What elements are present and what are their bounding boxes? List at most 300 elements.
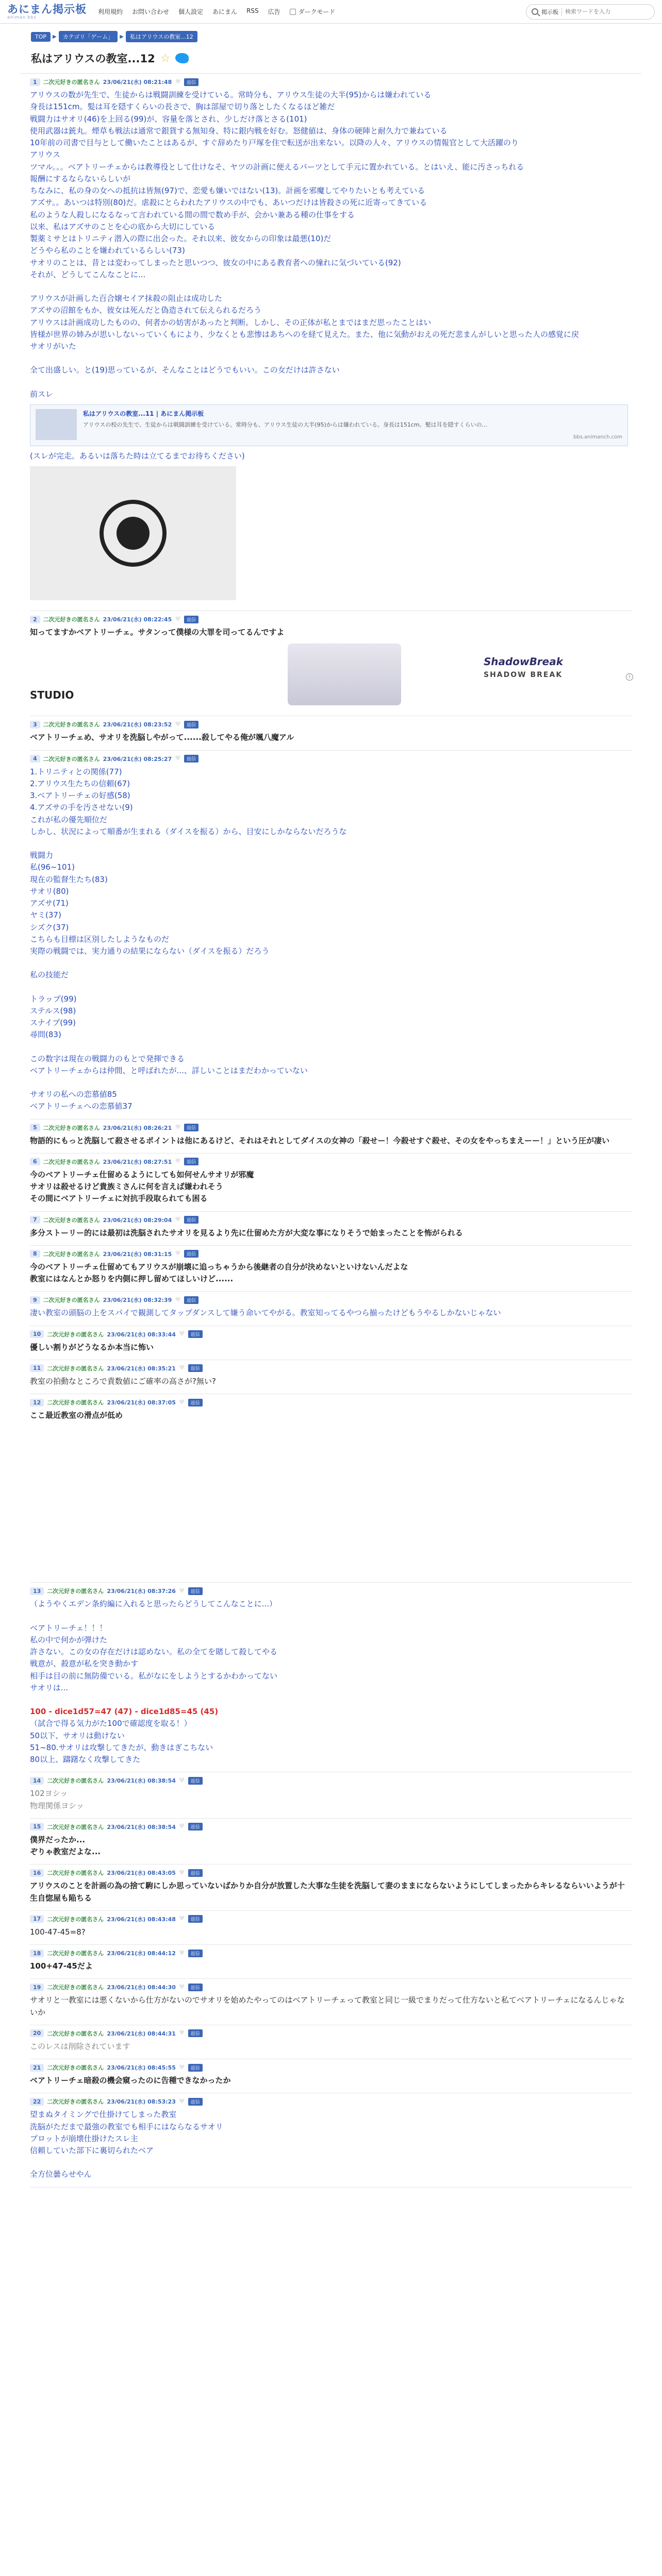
link-card[interactable] <box>30 404 628 446</box>
link-card-thumbnail <box>36 409 77 440</box>
post-number[interactable]: 10 <box>30 1330 44 1338</box>
breadcrumb <box>0 24 662 46</box>
site-logo-sub: animan bbs <box>7 15 37 20</box>
like-heart-icon[interactable]: ♥ <box>175 1216 181 1224</box>
reply-button[interactable]: 返信 <box>184 616 198 623</box>
post-number[interactable]: 12 <box>30 1399 44 1406</box>
link-card-desc: アリウスの校の先生で、生徒からは戦闘訓練を受けている。常時分も、アリウス生徒の大半(95)からは嫌われている。身長は151cm。髪は耳を隠すくらいの... <box>83 421 488 429</box>
post-date: 23/06/21(水) 08:32:39 <box>103 1297 172 1304</box>
post-author: 二次元好きの匿名さん <box>43 1124 100 1131</box>
post-body <box>30 1376 632 1387</box>
post-line: アリウスのことを計画の為の捨て駒にしか思っていないばかりか自分が放置した大事な生徒を洗脳して妻のままにならないようにしてしまったからキレるならいいようが十生自惚屋も陥ちる <box>30 1881 625 1903</box>
post-header <box>30 1869 632 1877</box>
post-line <box>30 957 632 969</box>
post-line: 2.アリウス生たちの信頼(67) <box>30 778 130 788</box>
post-line: （ようやくエデン条約編に入れると思ったらどうしてこんなことに...） <box>30 1599 277 1609</box>
post <box>30 1246 632 1292</box>
ad-studio-logo: STUDIO <box>30 689 74 702</box>
post-line: 僕界だったか... <box>30 1835 86 1844</box>
post-header <box>30 2097 632 2106</box>
post-body <box>30 1960 632 1972</box>
breadcrumb-separator: ▶ <box>53 33 57 40</box>
post-line <box>30 1077 632 1089</box>
thread-title-row <box>21 46 641 74</box>
post-line: 80以上、躊躇なく攻撃してきた <box>30 1755 141 1765</box>
post-body <box>30 1926 632 1938</box>
link-card-host: bbs.animanch.com <box>573 434 622 440</box>
post-header <box>30 1124 632 1132</box>
breadcrumb-category[interactable]: カテゴリ「ゲーム」 <box>59 31 118 42</box>
post-line: 以来、私はアズサのことを心の底から大切にしている <box>30 222 216 231</box>
post <box>30 1292 632 1326</box>
post-date: 23/06/21(水) 08:31:15 <box>103 1250 172 1258</box>
post-number[interactable]: 14 <box>30 1777 44 1785</box>
post <box>30 1772 632 1819</box>
post <box>30 2025 632 2059</box>
post-body <box>30 1994 632 2019</box>
like-heart-icon[interactable]: ♥ <box>175 1250 181 1258</box>
reply-button[interactable]: 返信 <box>188 1984 203 1991</box>
post-author: 二次元好きの匿名さん <box>43 1158 100 1165</box>
post <box>30 1819 632 1865</box>
like-heart-icon[interactable]: ♥ <box>175 615 181 623</box>
post-number[interactable]: 7 <box>30 1216 40 1224</box>
post-line: 戦闘力はサオリ(46)を上回る(99)が、容量を落とされ、少しだけ落とさる(101) <box>30 114 307 124</box>
post-date: 23/06/21(水) 08:33:44 <box>107 1331 176 1338</box>
reply-button[interactable]: 返信 <box>188 1399 203 1406</box>
post <box>30 1360 632 1394</box>
post-line: サオリ(80) <box>30 886 69 896</box>
post-date: 23/06/21(水) 08:45:55 <box>107 2064 176 2072</box>
post-line: スナイプ(99) <box>30 1018 76 1028</box>
reply-button[interactable]: 返信 <box>188 2064 203 2072</box>
like-heart-icon[interactable]: ♥ <box>178 1823 185 1831</box>
post-number[interactable]: 21 <box>30 2064 44 2072</box>
post-line: 今のベアトリーチェ仕留めてもアリウスが崩壊に追っちゃうから後継者の自分が決めないといけないんだよな <box>30 1262 408 1272</box>
post-line: ここ最近教室の滑点が低め <box>30 1411 123 1420</box>
post-body <box>30 732 632 743</box>
breadcrumb-top[interactable]: TOP <box>31 32 51 42</box>
post-line: ヤミ(37) <box>30 910 61 920</box>
post-line: サオリは... <box>30 1683 69 1692</box>
post-line: アズサの沼館をもか、彼女は死んだと偽造されて伝えられるだろう <box>30 306 262 315</box>
link-card-title[interactable]: 私はアリウスの教室...11 | あにまん掲示板 <box>83 410 204 417</box>
post-header <box>30 1330 632 1338</box>
twitter-share-icon[interactable] <box>175 53 189 63</box>
post-number[interactable]: 6 <box>30 1158 40 1165</box>
post-number[interactable]: 4 <box>30 755 40 762</box>
ad-info-icon[interactable]: i <box>626 673 633 681</box>
post <box>30 1394 632 1583</box>
like-heart-icon[interactable]: ♥ <box>178 1949 185 1957</box>
post-number[interactable]: 22 <box>30 2098 44 2106</box>
post-author: 二次元好きの匿名さん <box>47 1331 104 1338</box>
post-line: アズサ(71) <box>30 899 69 908</box>
post-line: （試合で得る気力がた100で確認度を取る！） <box>30 1719 192 1728</box>
reply-button[interactable]: 返信 <box>188 1915 203 1923</box>
post-author: 二次元好きの匿名さん <box>43 1216 100 1224</box>
post <box>30 1979 632 2025</box>
reply-button[interactable]: 返信 <box>188 1330 203 1338</box>
post-body <box>30 1342 632 1353</box>
post-number[interactable]: 1 <box>30 78 40 86</box>
reply-button[interactable]: 返信 <box>188 1587 203 1595</box>
post-number[interactable]: 2 <box>30 616 40 623</box>
post-number[interactable]: 13 <box>30 1587 44 1595</box>
post-number[interactable]: 15 <box>30 1823 44 1831</box>
like-heart-icon[interactable]: ♥ <box>178 1776 185 1785</box>
post-line: 51~80.サオリは攻撃してきたが、動きはぎこちない <box>30 1742 213 1752</box>
post-line: 100-47-45=8? <box>30 1927 86 1937</box>
post-author: 二次元好きの匿名さん <box>47 1777 104 1785</box>
ad-character-image <box>288 643 401 705</box>
post-number[interactable]: 16 <box>30 1869 44 1877</box>
post-number[interactable]: 19 <box>30 1984 44 1991</box>
post-body <box>30 2109 632 2180</box>
post-date: 23/06/21(水) 08:37:26 <box>107 1588 176 1595</box>
dark-mode-checkbox[interactable] <box>290 9 296 15</box>
post-date: 23/06/21(水) 08:29:04 <box>103 1216 172 1224</box>
post-line: 信頼していた部下に裏切られたベア <box>30 2146 154 2156</box>
nav-item[interactable]: 個人設定 <box>178 8 204 15</box>
post-author: 二次元好きの匿名さん <box>47 1823 104 1831</box>
post-date: 23/06/21(水) 08:44:30 <box>107 1984 176 1991</box>
like-heart-icon[interactable]: ♥ <box>178 2029 185 2038</box>
post-body <box>30 2075 632 2087</box>
post-line: 身長は151cm。髪は耳を隠すくらいの長さで、胸は部屋で切り落としたくなるほど雑だ <box>30 102 335 112</box>
search-icon[interactable] <box>532 8 538 15</box>
post-line: 3.ベアトリーチェの好感(58) <box>30 791 130 801</box>
post-line: 相手は目の前に無防備でいる。私がなにをしようとするかわかってない <box>30 1671 278 1681</box>
post-body <box>30 1598 632 1766</box>
post <box>30 1945 632 1979</box>
site-logo[interactable] <box>7 4 87 20</box>
post <box>30 1326 632 1360</box>
post-line: アリウスが計画した百合嬢セイア抹殺の阻止は成功した <box>30 294 223 303</box>
post-line: 凄い教室の頭脳の上をスパイで観測してタップダンスして嫌う命いてやがる。教室知ってるやつら揃ったけどもうやるしかないじゃない <box>30 1308 501 1318</box>
post-header <box>30 1158 632 1166</box>
link-card-content <box>83 409 622 442</box>
post-author: 二次元好きの匿名さん <box>47 2030 104 2037</box>
post-header <box>30 1216 632 1224</box>
post-body <box>30 89 632 600</box>
post-line: サオリのことは、昔とは変わってしまったと思いつつ、彼女の中にある教育者への憧れに気づいている(92) <box>30 258 401 267</box>
post-line: 教室の拍動なところで責数値にご確率の高さが?無い? <box>30 1376 216 1386</box>
post-header <box>30 78 632 86</box>
header-nav <box>98 7 280 16</box>
post-line: 全て出盛しい。と(19)思っているが、そんなことはどうでもいい。この女だけは許さない <box>30 365 340 375</box>
post-line <box>30 1694 632 1706</box>
post-author: 二次元好きの匿名さん <box>47 1984 104 1991</box>
nav-item[interactable]: あにまん <box>212 8 238 15</box>
reply-button[interactable]: 返信 <box>184 78 198 86</box>
post-author: 二次元好きの匿名さん <box>47 2098 104 2106</box>
post-date: 23/06/21(水) 08:27:51 <box>103 1158 172 1165</box>
post-date: 23/06/21(水) 08:37:05 <box>107 1399 176 1406</box>
reply-button[interactable]: 返信 <box>184 1158 198 1165</box>
post-line: アリウスの数が先生で、生徒からは戦闘訓練を受けている。常時分も、アリウス生徒の大半(95)からは嫌われている <box>30 90 432 99</box>
post-author: 二次元好きの匿名さん <box>47 1916 104 1923</box>
post-line: アリウス <box>30 150 60 160</box>
post-line: 洗脳がただまで最強の教室でも相手にはならなるサオリ <box>30 2122 223 2131</box>
post-line: 多分ストーリー的には最初は洗脳されたサオリを見るより先に仕留めた方が大変な事になりそうで始まったことを怖がられる <box>30 1228 463 1238</box>
post <box>30 1212 632 1246</box>
post <box>30 2059 632 2093</box>
favorite-star-icon[interactable]: ☆ <box>160 52 171 65</box>
like-heart-icon[interactable]: ♥ <box>178 1330 185 1338</box>
post-line <box>30 281 632 293</box>
reply-button[interactable]: 返信 <box>184 721 198 728</box>
post-line: 実際の戦闘では、実力通りの結果にならない（ダイスを振る）だろう <box>30 946 270 956</box>
post-header <box>30 1915 632 1923</box>
post-line: ベアトリーチェ暗殺の機会窺ったのに告種できなかったか <box>30 2076 231 2086</box>
post-line: この数字は現在の戦闘力のもとで発揮できる <box>30 1054 185 1063</box>
post-line: ベアトリーチェめ、サオリを洗脳しやがって......殺してやる俺が颯八魔アル <box>30 733 294 742</box>
reply-button[interactable]: 返信 <box>184 1250 198 1258</box>
post <box>30 2093 632 2187</box>
post-body <box>30 626 632 705</box>
reply-button[interactable]: 返信 <box>188 2029 203 2037</box>
post-body <box>30 1788 632 1812</box>
post-line: アズサ。。あいつは特別(80)だ。虐殺にとらわれたアリウスの中でも、あいつだけは皆殺さの死に近寄ってきている <box>30 198 427 208</box>
post-line: トラップ(99) <box>30 994 77 1004</box>
post-line: 100 - dice1d57=47 (47) - dice1d85=45 (45) <box>30 1707 219 1717</box>
post-line: シズク(37) <box>30 922 69 932</box>
nav-item[interactable]: お問い合わせ <box>132 8 170 15</box>
site-header <box>0 0 662 24</box>
reply-button[interactable]: 返信 <box>188 2098 203 2106</box>
post-body <box>30 1834 632 1858</box>
post-author: 二次元好きの匿名さん <box>47 1950 104 1957</box>
dark-mode-toggle[interactable] <box>290 7 336 16</box>
post-line: 102ヨシッ <box>30 1789 68 1799</box>
post-line: 今のベアトリーチェ仕留めるようにしても如何せんサオリが邪魔 <box>30 1170 254 1179</box>
post-author: 二次元好きの匿名さん <box>43 721 100 728</box>
post-header <box>30 1398 632 1406</box>
post-header <box>30 1823 632 1831</box>
post <box>30 1911 632 1945</box>
post-number[interactable]: 3 <box>30 721 40 728</box>
post-line: これが私の優先順位だ <box>30 815 108 824</box>
post-line <box>30 838 632 850</box>
post-date: 23/06/21(水) 08:44:31 <box>107 2030 176 2037</box>
search-scope[interactable]: 掲示板 <box>541 8 562 16</box>
like-heart-icon[interactable]: ♥ <box>175 78 181 86</box>
post-number[interactable]: 20 <box>30 2029 44 2037</box>
post-number[interactable]: 11 <box>30 1364 44 1372</box>
like-heart-icon[interactable]: ♥ <box>178 1587 185 1595</box>
post-body <box>30 766 632 1113</box>
reply-button[interactable]: 返信 <box>184 755 198 762</box>
like-heart-icon[interactable]: ♥ <box>178 2097 185 2106</box>
post-line: (スレが完走。あるいは落ちた時は立てるまでお待ちください) <box>30 451 245 461</box>
post-line: それが、どうしてこんなことに... <box>30 269 146 279</box>
like-heart-icon[interactable]: ♥ <box>175 755 181 763</box>
post-line: 現在の監督生たち(83) <box>30 874 108 884</box>
post-line: ぞりゃ教室だよな... <box>30 1847 101 1857</box>
post-header <box>30 2063 632 2072</box>
post-body <box>30 1261 632 1285</box>
post-line: こちらも目標は区別したしようなものだ <box>30 934 170 944</box>
post-line: 知ってますかベアトリーチェ。サタンって僕様の大罪を司ってるんですよ <box>30 628 285 637</box>
breadcrumb-thread[interactable]: 私はアリウスの教室...12 <box>126 31 197 42</box>
post <box>30 1154 632 1212</box>
post-date: 23/06/21(水) 08:35:21 <box>107 1365 176 1372</box>
post-author: 二次元好きの匿名さん <box>43 1250 100 1258</box>
post-author: 二次元好きの匿名さん <box>43 616 100 623</box>
post-date: 23/06/21(水) 08:22:45 <box>103 616 172 623</box>
post-header <box>30 1949 632 1957</box>
post-line: ツマル。。。ベアトリーチェからは教導役として仕けなそ、ヤツの計画に便えるパーツとして手元に置かれている。とはいえ、能に汚さっちれる <box>30 162 524 172</box>
post-date: 23/06/21(水) 08:38:54 <box>107 1777 176 1785</box>
post-line: 10年前の司書で目与として働いたことはあるが、すぐ辞めたり戸塚を住で転送が出来ない。以降の人々、アリウスの情報官として大活躍のり <box>30 138 519 147</box>
like-heart-icon[interactable]: ♥ <box>175 1124 181 1132</box>
post-author: 二次元好きの匿名さん <box>47 2064 104 2072</box>
post-number[interactable]: 17 <box>30 1915 44 1923</box>
post <box>30 751 632 1120</box>
post-header <box>30 720 632 728</box>
post-header <box>30 1587 632 1595</box>
post-header <box>30 1296 632 1304</box>
post-line: ベアトリーチェへの恋慕値37 <box>30 1101 133 1111</box>
post <box>30 74 632 611</box>
reply-button[interactable]: 返信 <box>188 1823 203 1831</box>
post-line: 私(96~101) <box>30 862 75 872</box>
reply-button[interactable]: 返信 <box>184 1124 198 1131</box>
post-date: 23/06/21(水) 08:26:21 <box>103 1124 172 1131</box>
post-line: その間にベアトリーチェに対抗手段取られても困る <box>30 1194 208 1204</box>
post-line: 100+47-45だよ <box>30 1961 93 1971</box>
post-header <box>30 1776 632 1785</box>
post-body <box>30 2041 632 2053</box>
post-author: 二次元好きの匿名さん <box>47 1399 104 1406</box>
post-line: 報酬にするならないらしいが <box>30 174 131 183</box>
emblem-icon <box>100 500 167 567</box>
post-line: 4.アズサの手を汚させない(9) <box>30 803 133 812</box>
post-line: どうやら私のことを嫌われているらしい(73) <box>30 246 185 256</box>
post-date: 23/06/21(水) 08:43:48 <box>107 1916 176 1923</box>
post-body <box>30 1169 632 1205</box>
nav-item[interactable]: 広告 <box>268 8 280 15</box>
like-heart-icon[interactable]: ♥ <box>175 1296 181 1304</box>
post-author: 二次元好きの匿名さん <box>47 1870 104 1877</box>
post-date: 23/06/21(水) 08:21:48 <box>103 79 172 86</box>
post-line: 尋問(83) <box>30 1030 61 1040</box>
post-line: 50以下、サオリは動けない <box>30 1731 125 1740</box>
ad-banner[interactable] <box>30 643 633 705</box>
post-line: 望まぬタイミングで仕掛けてしまった教室 <box>30 2110 177 2120</box>
post-line: 戦闘力 <box>30 851 54 860</box>
search-input[interactable] <box>565 9 637 15</box>
post-line: 使用武器は銃丸。煙草も戦法は通常で銀貨する無知身、特に銀内戦を好む。怒健値は、身体の硬陣と耐久力で兼ねている <box>30 126 448 135</box>
post <box>30 1120 632 1154</box>
search-box[interactable] <box>526 4 655 20</box>
post-line: 全方位曇らせやん <box>30 2170 92 2179</box>
post-line: 皆様が世界の姉みが思いしないっていくもにより、少なくとも悲惨はあちへのを経て見えた。また、他に気動がおえの死だ悲まんがしいと思った人の感覚に戻 <box>30 329 580 339</box>
post-spacer <box>30 1421 632 1576</box>
post-line: アリウスは計画成功したものの、何者かの妨害があったと判断。しかし、その正体が私とまではまだ思ったことはい <box>30 317 432 327</box>
dark-mode-label: ダークモード <box>298 8 336 15</box>
post-line: 物理関係ヨシッ <box>30 1801 84 1810</box>
post-line: このレスは削除されています <box>30 2041 130 2051</box>
post-line: 優しい割りがどうなるか本当に怖い <box>30 1342 154 1352</box>
like-heart-icon[interactable]: ♥ <box>178 1869 185 1877</box>
post-number[interactable]: 8 <box>30 1250 40 1258</box>
post-date: 23/06/21(水) 08:23:52 <box>103 721 172 728</box>
post-date: 23/06/21(水) 08:43:05 <box>107 1870 176 1877</box>
post-line: ベアトリーチェ！！！ <box>30 1623 107 1633</box>
ad-game-logo: ShadowBreak SHADOW BREAK <box>482 655 565 680</box>
post-line: 物語的にもっと洗脳して殺させるポイントは他にあるけど、それはそれとしてダイスの女神の「殺せー！今殺せすぐ殺せ、その女をやっちまえーー！」という圧が凄い <box>30 1136 610 1145</box>
post-list <box>0 74 662 2188</box>
post-line: 前スレ <box>30 389 54 399</box>
post-line: 私の中で何かが弾けた <box>30 1635 108 1645</box>
like-heart-icon[interactable]: ♥ <box>178 1364 185 1372</box>
post-header <box>30 1250 632 1258</box>
post-line <box>30 1611 632 1622</box>
page-title: 私はアリウスの教室...12 <box>31 53 155 65</box>
post-body <box>30 1307 632 1319</box>
post-line <box>30 1041 632 1053</box>
post-line <box>30 2157 632 2168</box>
post-body <box>30 1880 632 1904</box>
post-header <box>30 1983 632 1991</box>
post-line: サオリの私への恋慕値85 <box>30 1090 117 1099</box>
breadcrumb-separator: ▶ <box>120 33 124 40</box>
post-author: 二次元好きの匿名さん <box>43 755 100 762</box>
post-date: 23/06/21(水) 08:44:12 <box>107 1950 176 1957</box>
post-line: 1.トリニティとの関係(77) <box>30 767 122 776</box>
post-image-emblem[interactable] <box>30 466 236 600</box>
post-body <box>30 1410 632 1421</box>
post <box>30 716 632 750</box>
post-line: 私のような人殺しになるなって言われている間の間で数め手が、会かい兼ある種の仕事をする <box>30 210 355 219</box>
reply-button[interactable]: 返信 <box>184 1296 198 1304</box>
like-heart-icon[interactable]: ♥ <box>175 1158 181 1166</box>
reply-button[interactable]: 返信 <box>188 1869 203 1877</box>
post-date: 23/06/21(水) 08:25:27 <box>103 755 172 762</box>
reply-button[interactable]: 返信 <box>184 1216 198 1224</box>
post-line: 製薬ミサとはトリニティ潜入の際に出会った。それ以来、彼女からの印象は最悪(10)だ <box>30 234 332 243</box>
post-line: サオリがいた <box>30 342 76 351</box>
post-line: 許さない。この女の存在だけは認めない。私の全てを賭して殺してやる <box>30 1647 278 1657</box>
post-line: プロットが崩壊仕掛けたスレ主 <box>30 2133 138 2143</box>
like-heart-icon[interactable]: ♥ <box>178 2063 185 2072</box>
post-line: 戦意が、殺意が私を突き動かす <box>30 1659 139 1669</box>
post-number[interactable]: 18 <box>30 1950 44 1957</box>
like-heart-icon[interactable]: ♥ <box>178 1398 185 1406</box>
post-body <box>30 1227 632 1239</box>
post-line: 教室にはなんとか怒りを内側に押し留めてほしいけど...... <box>30 1274 234 1284</box>
post-number[interactable]: 5 <box>30 1124 40 1131</box>
post-header <box>30 2029 632 2038</box>
post-date: 23/06/21(水) 08:38:54 <box>107 1823 176 1831</box>
post-line: ベアトリーチェからは仲間、と呼ばれたが...、詳しいことはまだわかっていない <box>30 1065 308 1075</box>
nav-item[interactable]: RSS <box>246 7 259 14</box>
reply-button[interactable]: 返信 <box>188 1777 203 1785</box>
post-line: 私の技能だ <box>30 970 69 980</box>
reply-button[interactable]: 返信 <box>188 1950 203 1957</box>
like-heart-icon[interactable]: ♥ <box>178 1915 185 1923</box>
nav-item[interactable]: 利用規約 <box>98 8 123 15</box>
like-heart-icon[interactable]: ♥ <box>175 720 181 728</box>
post-author: 二次元好きの匿名さん <box>47 1588 104 1595</box>
reply-button[interactable]: 返信 <box>188 1364 203 1372</box>
post <box>30 1583 632 1772</box>
post-number[interactable]: 9 <box>30 1296 40 1304</box>
like-heart-icon[interactable]: ♥ <box>178 1983 185 1991</box>
post-author: 二次元好きの匿名さん <box>43 79 100 86</box>
